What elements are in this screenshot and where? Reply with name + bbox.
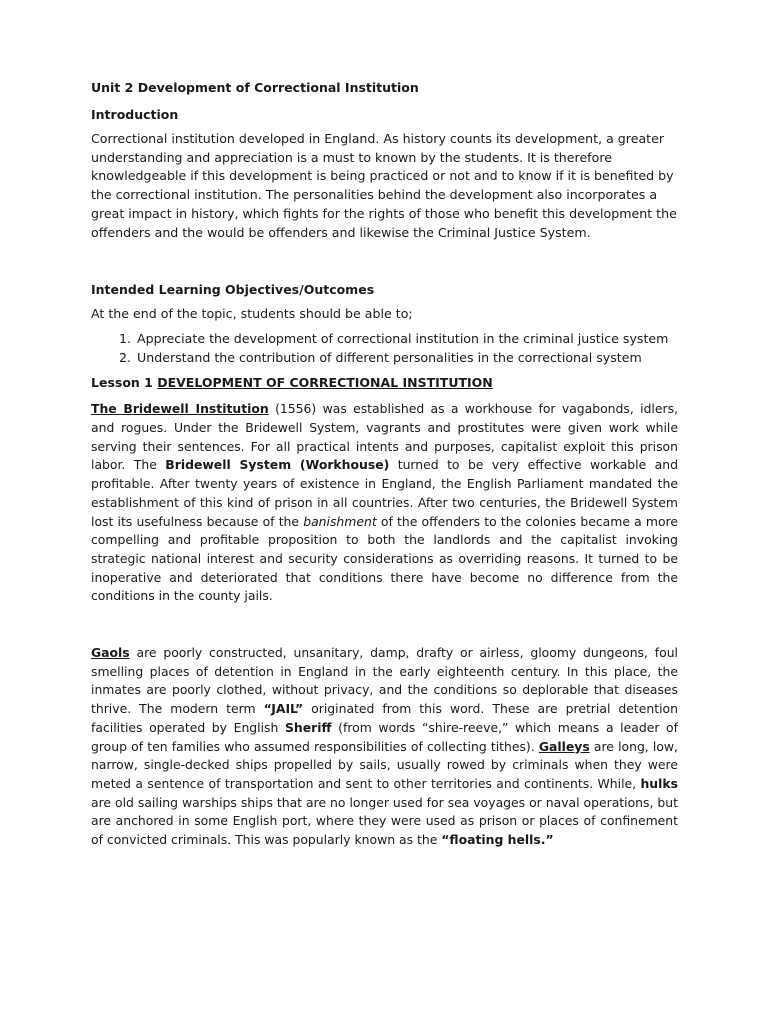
hulks-term: hulks bbox=[640, 775, 678, 791]
sheriff-term: Sheriff bbox=[284, 719, 332, 735]
bridewell-paragraph: The Bridewell Institution (1556) was established as a workhouse for vagabonds, idlers, and rogues. Under the Bridewell System, vagrants and prostitutes were given work while serving their sentences. For all practical intents and purposes, capitalist exploit this prison labor. The Bridewell System (Workhouse) turned to be very effective workable and profitable. After twenty years of existence in England, the English Parliament mandated the establishment of this kind of prison in all countries. After two centuries, the Bridewell System lost its usefulness because of the banishment of the offenders to the colonies became a more compelling and profitable proposition to both the landlords and the capitalist invoking strategic national interest and security considerations as overriding reasons. It turned to be inoperative and deteriorated that conditions there have become no difference from the conditions in the county jails. bbox=[91, 401, 678, 604]
objectives-heading: Intended Learning Objectives/Outcomes bbox=[91, 282, 375, 298]
intro-heading: Introduction bbox=[91, 107, 179, 122]
objectives-intro: At the end of the topic, students should be able to; bbox=[91, 306, 413, 322]
lesson-title: DEVELOPMENT OF CORRECTIONAL INSTITUTION bbox=[157, 375, 493, 391]
bridewell-system-term: Bridewell System (Workhouse) bbox=[165, 457, 390, 473]
objective-item: 2. Understand the contribution of different personalities in the correctional system bbox=[135, 349, 678, 368]
lesson-prefix: Lesson 1 bbox=[91, 375, 158, 391]
intro-paragraph: Correctional institution developed in England. As history counts its development, a greater understanding and appreciation is a must to known by the students. It is therefore knowledgeable if this development is being practiced or not and to know if it is benefited by the correctional institution. The personalities behind the development also incorporates a great impact in history, which fights for the rights of those who benefit this development the offenders and the would be offenders and likewise the Criminal Justice System. bbox=[91, 131, 677, 240]
bridewell-term: The Bridewell Institution bbox=[91, 401, 269, 417]
gaols-paragraph: Gaols are poorly constructed, unsanitary, damp, drafty or airless, gloomy dungeons, foul smelling places of detention in England in the early eighteenth century. In this place, the inmates are poorly clothed, without privacy, and the conditions so deplorable that diseases thrive. The modern term “JAIL” originated from this word. These are pretrial detention facilities operated by English Sheriff (from words “shire-reeve,” which means a leader of group of ten families who assumed responsibilities of collecting tithes). Galleys are long, low, narrow, single-decked ships propelled by sails, usually rowed by criminals when they were meted a sentence of transportation and sent to other territories and continents. While, hulks are old sailing warships ships that are no longer used for sea voyages or naval operations, but are anchored in some English port, where they were used as prison or places of confinement of convicted criminals. This was popularly known as the “floating hells.” bbox=[91, 645, 678, 848]
objectives-list bbox=[91, 330, 678, 367]
objective-item: 1. Appreciate the development of correctional institution in the criminal justice system bbox=[135, 330, 678, 349]
galleys-term: Galleys bbox=[538, 738, 590, 754]
floating-hells-term: “floating hells.” bbox=[441, 832, 554, 848]
document-page bbox=[91, 78, 678, 850]
jail-term: “JAIL” bbox=[263, 701, 304, 717]
banishment-term: banishment bbox=[303, 513, 377, 529]
lesson-heading bbox=[91, 373, 678, 392]
gaols-term: Gaols bbox=[91, 645, 130, 661]
unit-title: Unit 2 Development of Correctional Institution bbox=[91, 80, 419, 95]
